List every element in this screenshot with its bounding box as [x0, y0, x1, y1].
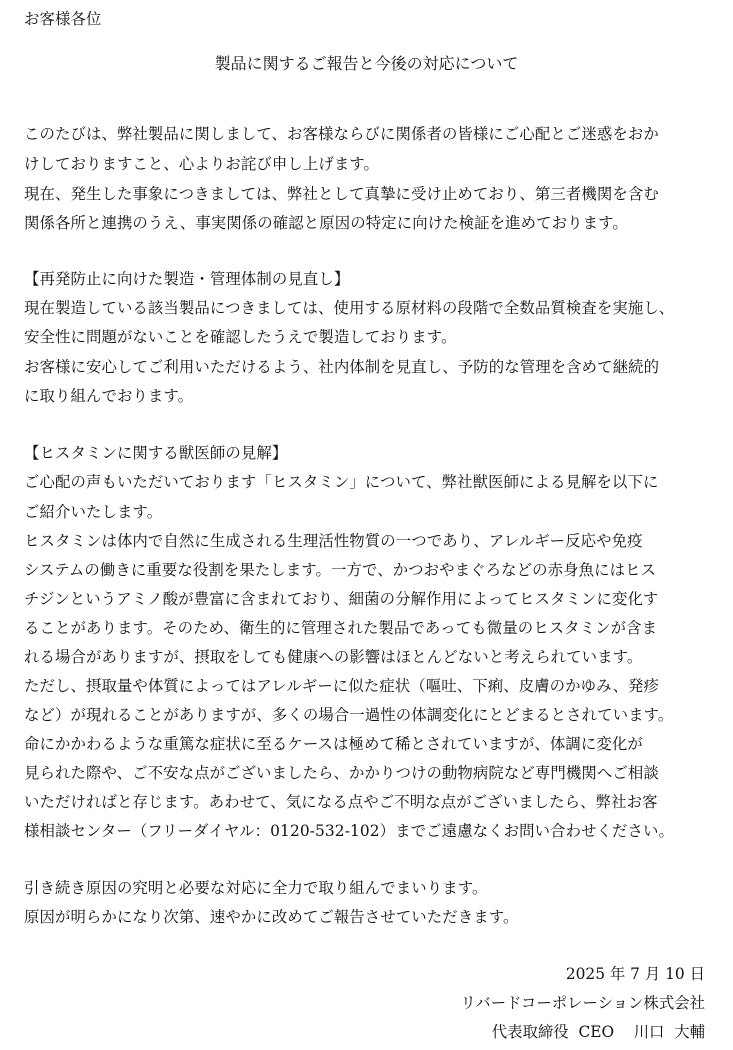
- section-line: システムの働きに重要な役割を果たします。一方で、かつおやまぐろなどの赤身魚にはヒス: [24, 561, 657, 579]
- section-line: れる場合がありますが、摂取をしても健康への影響はほとんどないと考えられています。: [24, 648, 643, 666]
- section-line: チジンというアミノ酸が豊富に含まれており、細菌の分解作用によってヒスタミンに変化す: [24, 590, 659, 608]
- section-line: など）が現れることがありますが、多くの場合一過性の体調変化にとどまるとされています。: [24, 706, 674, 724]
- intro-line: 関係各所と連携のうえ、事実関係の確認と原因の特定に向けた検証を進めております。: [24, 214, 628, 232]
- section-line: 現在製造している該当製品につきましては、使用する原材料の段階で全数品質検査を実施し、: [24, 299, 675, 317]
- section-line: お客様に安心してご利用いただけるよう、社内体制を見直し、予防的な管理を含めて継続的: [24, 358, 660, 376]
- section-line: 様相談センター（フリーダイヤル：0120-532-102）までご遠慮なくお問い合わせください。: [24, 822, 674, 840]
- closing-line: 引き続き原因の究明と必要な対応に全力で取り組んでまいります。: [24, 879, 488, 897]
- section-line: ただし、摂取量や体質によってはアレルギーに似た症状（嘔吐、下痢、皮膚のかゆみ、発疹: [24, 677, 660, 695]
- intro-line: 現在、発生した事象につきましては、弊社として真摯に受け止めており、第三者機関を含む: [24, 185, 659, 203]
- page-title: 製品に関するご報告と今後の対応について: [214, 54, 519, 73]
- section-line: に取り組んでおります。: [24, 387, 194, 405]
- section-line: ご紹介いたします。: [24, 503, 163, 521]
- section-line: いただければと存じます。あわせて、気になる点やご不明な点がございましたら、弊社お客: [24, 793, 658, 811]
- signature-company: リバードコーポレーション株式会社: [460, 994, 705, 1012]
- section-line: 見られた際や、ご不安な点がございましたら、かかりつけの動物病院など専門機関へご相談: [24, 764, 659, 782]
- intro-line: けしておりますこと、心よりお詫び申し上げます。: [24, 155, 380, 173]
- intro-line: このたびは、弊社製品に関しまして、お客様ならびに関係者の皆様にご心配とご迷惑をおか: [24, 125, 659, 143]
- section-heading: 【ヒスタミンに関する獣医師の見解】: [24, 444, 288, 462]
- section-line: 安全性に問題がないことを確認したうえで製造しております。: [24, 328, 457, 346]
- signature-date: 2025 年 7 月 10 日: [565, 965, 705, 983]
- section-heading: 【再発防止に向けた製造・管理体制の見直し】: [24, 270, 350, 288]
- closing-line: 原因が明らかになり次第、速やかに改めてご報告させていただきます。: [24, 908, 519, 926]
- salutation: お客様各位: [24, 10, 102, 28]
- signature-representative: 代表取締役 CEO 川口 大輔: [491, 1023, 705, 1041]
- section-line: 命にかかわるような重篤な症状に至るケースは極めて稀とされていますが、体調に変化が: [24, 735, 643, 753]
- section-line: ご心配の声もいただいております「ヒスタミン」について、弊社獣医師による見解を以下に: [24, 473, 659, 491]
- section-line: ヒスタミンは体内で自然に生成される生理活性物質の一つであり、アレルギー反応や免疫: [24, 532, 643, 550]
- section-line: ることがあります。そのため、衛生的に管理された製品であっても微量のヒスタミンが含ま: [24, 619, 658, 637]
